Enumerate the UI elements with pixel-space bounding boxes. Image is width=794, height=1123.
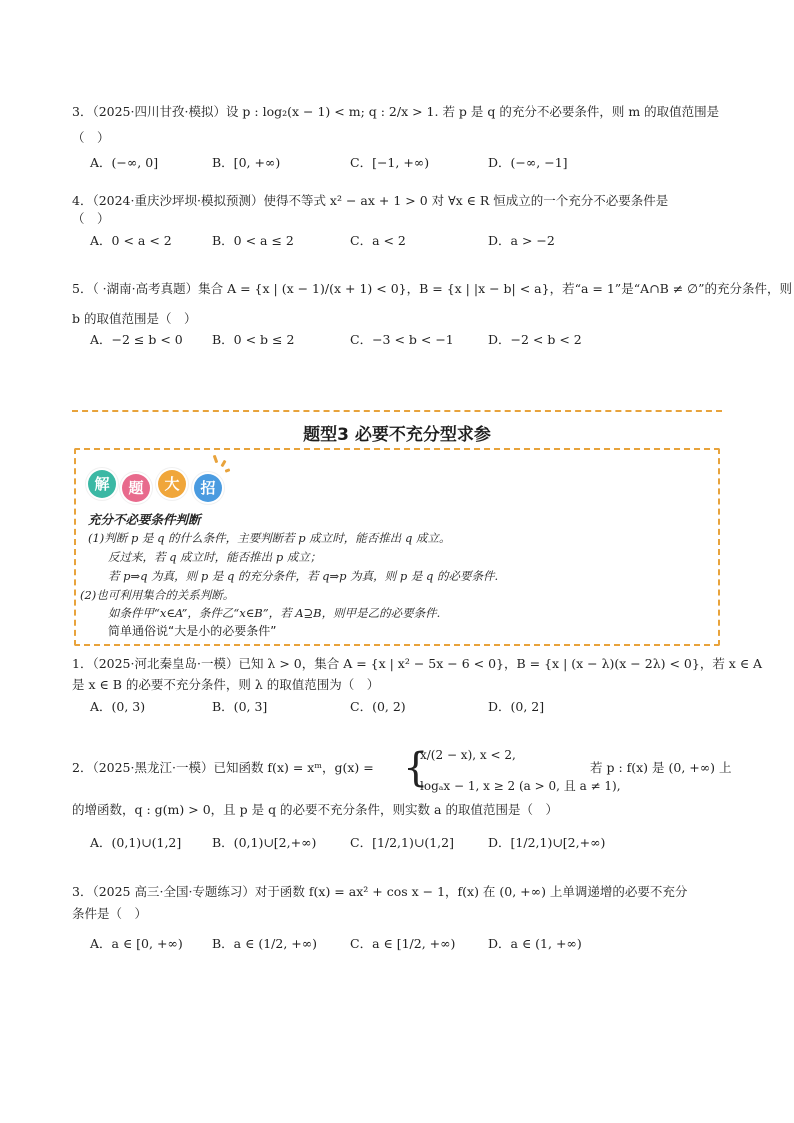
p2-q1-option-b[interactable]: B．(0, 3] (212, 699, 268, 714)
q4-option-a[interactable]: A．0 < a < 2 (90, 233, 172, 248)
p2-q1-stem: 1．（2025·河北秦皇岛·一模）已知 λ > 0，集合 A = {x | x² − 5x − 6 < 0}，B = {x | (x − λ)(x − 2λ) < 0}，若 x ∈ A (72, 656, 763, 671)
piecewise-brace: { (403, 745, 429, 791)
q5-option-d[interactable]: D．−2 < b < 2 (488, 332, 582, 347)
tip-line-1: (1)判断 p 是 q 的什么条件，主要判断若 p 成立时，能否推出 q 成立。 (88, 531, 451, 545)
q3-paren: （ ） (72, 130, 110, 145)
p2-q2-option-c[interactable]: C．[1/2,1)∪(1,2] (350, 835, 454, 850)
p2-q2-stem-line2: 的增函数，q : g(m) > 0，且 p 是 q 的必要不充分条件，则实数 a 的取值范围是（ ） (72, 802, 558, 817)
q4-option-d[interactable]: D．a > −2 (488, 233, 555, 248)
q4-stem: 4．（2024·重庆沙坪坝·模拟预测）使得不等式 x² − ax + 1 > 0 对 ∀x ∈ R 恒成立的一个充分不必要条件是 (72, 193, 669, 208)
q5-option-b[interactable]: B．0 < b ≤ 2 (212, 332, 295, 347)
p2-q2-piece-1: x/(2 − x), x < 2, (420, 748, 516, 762)
q3-option-b[interactable]: B．[0, +∞) (212, 155, 281, 170)
tip-plain: 简单通俗说“大是小的必要条件” (108, 624, 277, 638)
q5-stem: 5．（ ·湖南·高考真题）集合 A = {x | (x − 1)/(x + 1) < 0}，B = {x | |x − b| < a}，若“a = 1”是“A∩B ≠ ∅”的充分条件，则 (72, 281, 792, 296)
q4-option-c[interactable]: C．a < 2 (350, 233, 406, 248)
badge-ti: 题 (122, 474, 150, 502)
badge-da: 大 (158, 470, 186, 498)
q3-option-a[interactable]: A．(−∞, 0] (90, 155, 159, 170)
tip-title: 充分不必要条件判断 (88, 512, 201, 527)
p2-q2-option-b[interactable]: B．(0,1)∪[2,+∞) (212, 835, 317, 850)
section-divider (72, 410, 722, 412)
q4-paren: （ ） (72, 211, 110, 226)
p2-q3-option-b[interactable]: B．a ∈ (1/2, +∞) (212, 936, 318, 951)
p2-q3-stem: 3．（2025 高三·全国·专题练习）对于函数 f(x) = ax² + cos x − 1，f(x) 在 (0, +∞) 上单调递增的必要不充分 (72, 884, 688, 899)
q3-option-c[interactable]: C．[−1, +∞) (350, 155, 430, 170)
section-title: 题型3 必要不充分型求参 (303, 425, 491, 445)
p2-q3-option-a[interactable]: A．a ∈ [0, +∞) (90, 936, 183, 951)
q4-option-b[interactable]: B．0 < a ≤ 2 (212, 233, 294, 248)
tip-line-4: (2)也可利用集合的关系判断。 (80, 588, 235, 602)
p2-q2-option-a[interactable]: A．(0,1)∪(1,2] (90, 835, 182, 850)
p2-q2-stem-b: 若 p : f(x) 是 (0, +∞) 上 (590, 760, 732, 775)
q5-stem-line2: b 的取值范围是（ ） (72, 311, 197, 326)
p2-q1-option-a[interactable]: A．(0, 3) (90, 699, 146, 714)
q3-option-d[interactable]: D．(−∞, −1] (488, 155, 568, 170)
p2-q1-stem-line2: 是 x ∈ B 的必要不充分条件，则 λ 的取值范围为（ ） (72, 677, 380, 692)
badge-zhao: 招 (194, 474, 222, 502)
p2-q2-piece-2: logₐx − 1, x ≥ 2 (a > 0, 且 a ≠ 1), (420, 779, 621, 793)
p2-q1-option-c[interactable]: C．(0, 2) (350, 699, 406, 714)
q3-stem: 3．（2025·四川甘孜·模拟）设 p : log₂(x − 1) < m; q : 2/x > 1. 若 p 是 q 的充分不必要条件，则 m 的取值范围是 (72, 104, 720, 119)
p2-q2-stem-a: 2．（2025·黑龙江·一模）已知函数 f(x) = xᵐ，g(x) = (72, 760, 374, 775)
tip-line-3: 若 p⇒q 为真，则 p 是 q 的充分条件，若 q⇒p 为真，则 p 是 q 的必要条件. (108, 569, 499, 583)
p2-q3-option-d[interactable]: D．a ∈ (1, +∞) (488, 936, 582, 951)
tip-line-2: 反过来，若 q 成立时，能否推出 p 成立； (108, 550, 322, 564)
q5-option-a[interactable]: A．−2 ≤ b < 0 (90, 332, 183, 347)
badge-jie: 解 (88, 470, 116, 498)
p2-q1-option-d[interactable]: D．(0, 2] (488, 699, 545, 714)
q5-option-c[interactable]: C．−3 < b < −1 (350, 332, 454, 347)
tip-line-5: 如条件甲“x∈A”，条件乙“x∈B”，若 A⊇B，则甲是乙的必要条件. (108, 606, 441, 620)
p2-q3-option-c[interactable]: C．a ∈ [1/2, +∞) (350, 936, 456, 951)
p2-q2-option-d[interactable]: D．[1/2,1)∪[2,+∞) (488, 835, 606, 850)
p2-q3-stem-line2: 条件是（ ） (72, 906, 148, 921)
